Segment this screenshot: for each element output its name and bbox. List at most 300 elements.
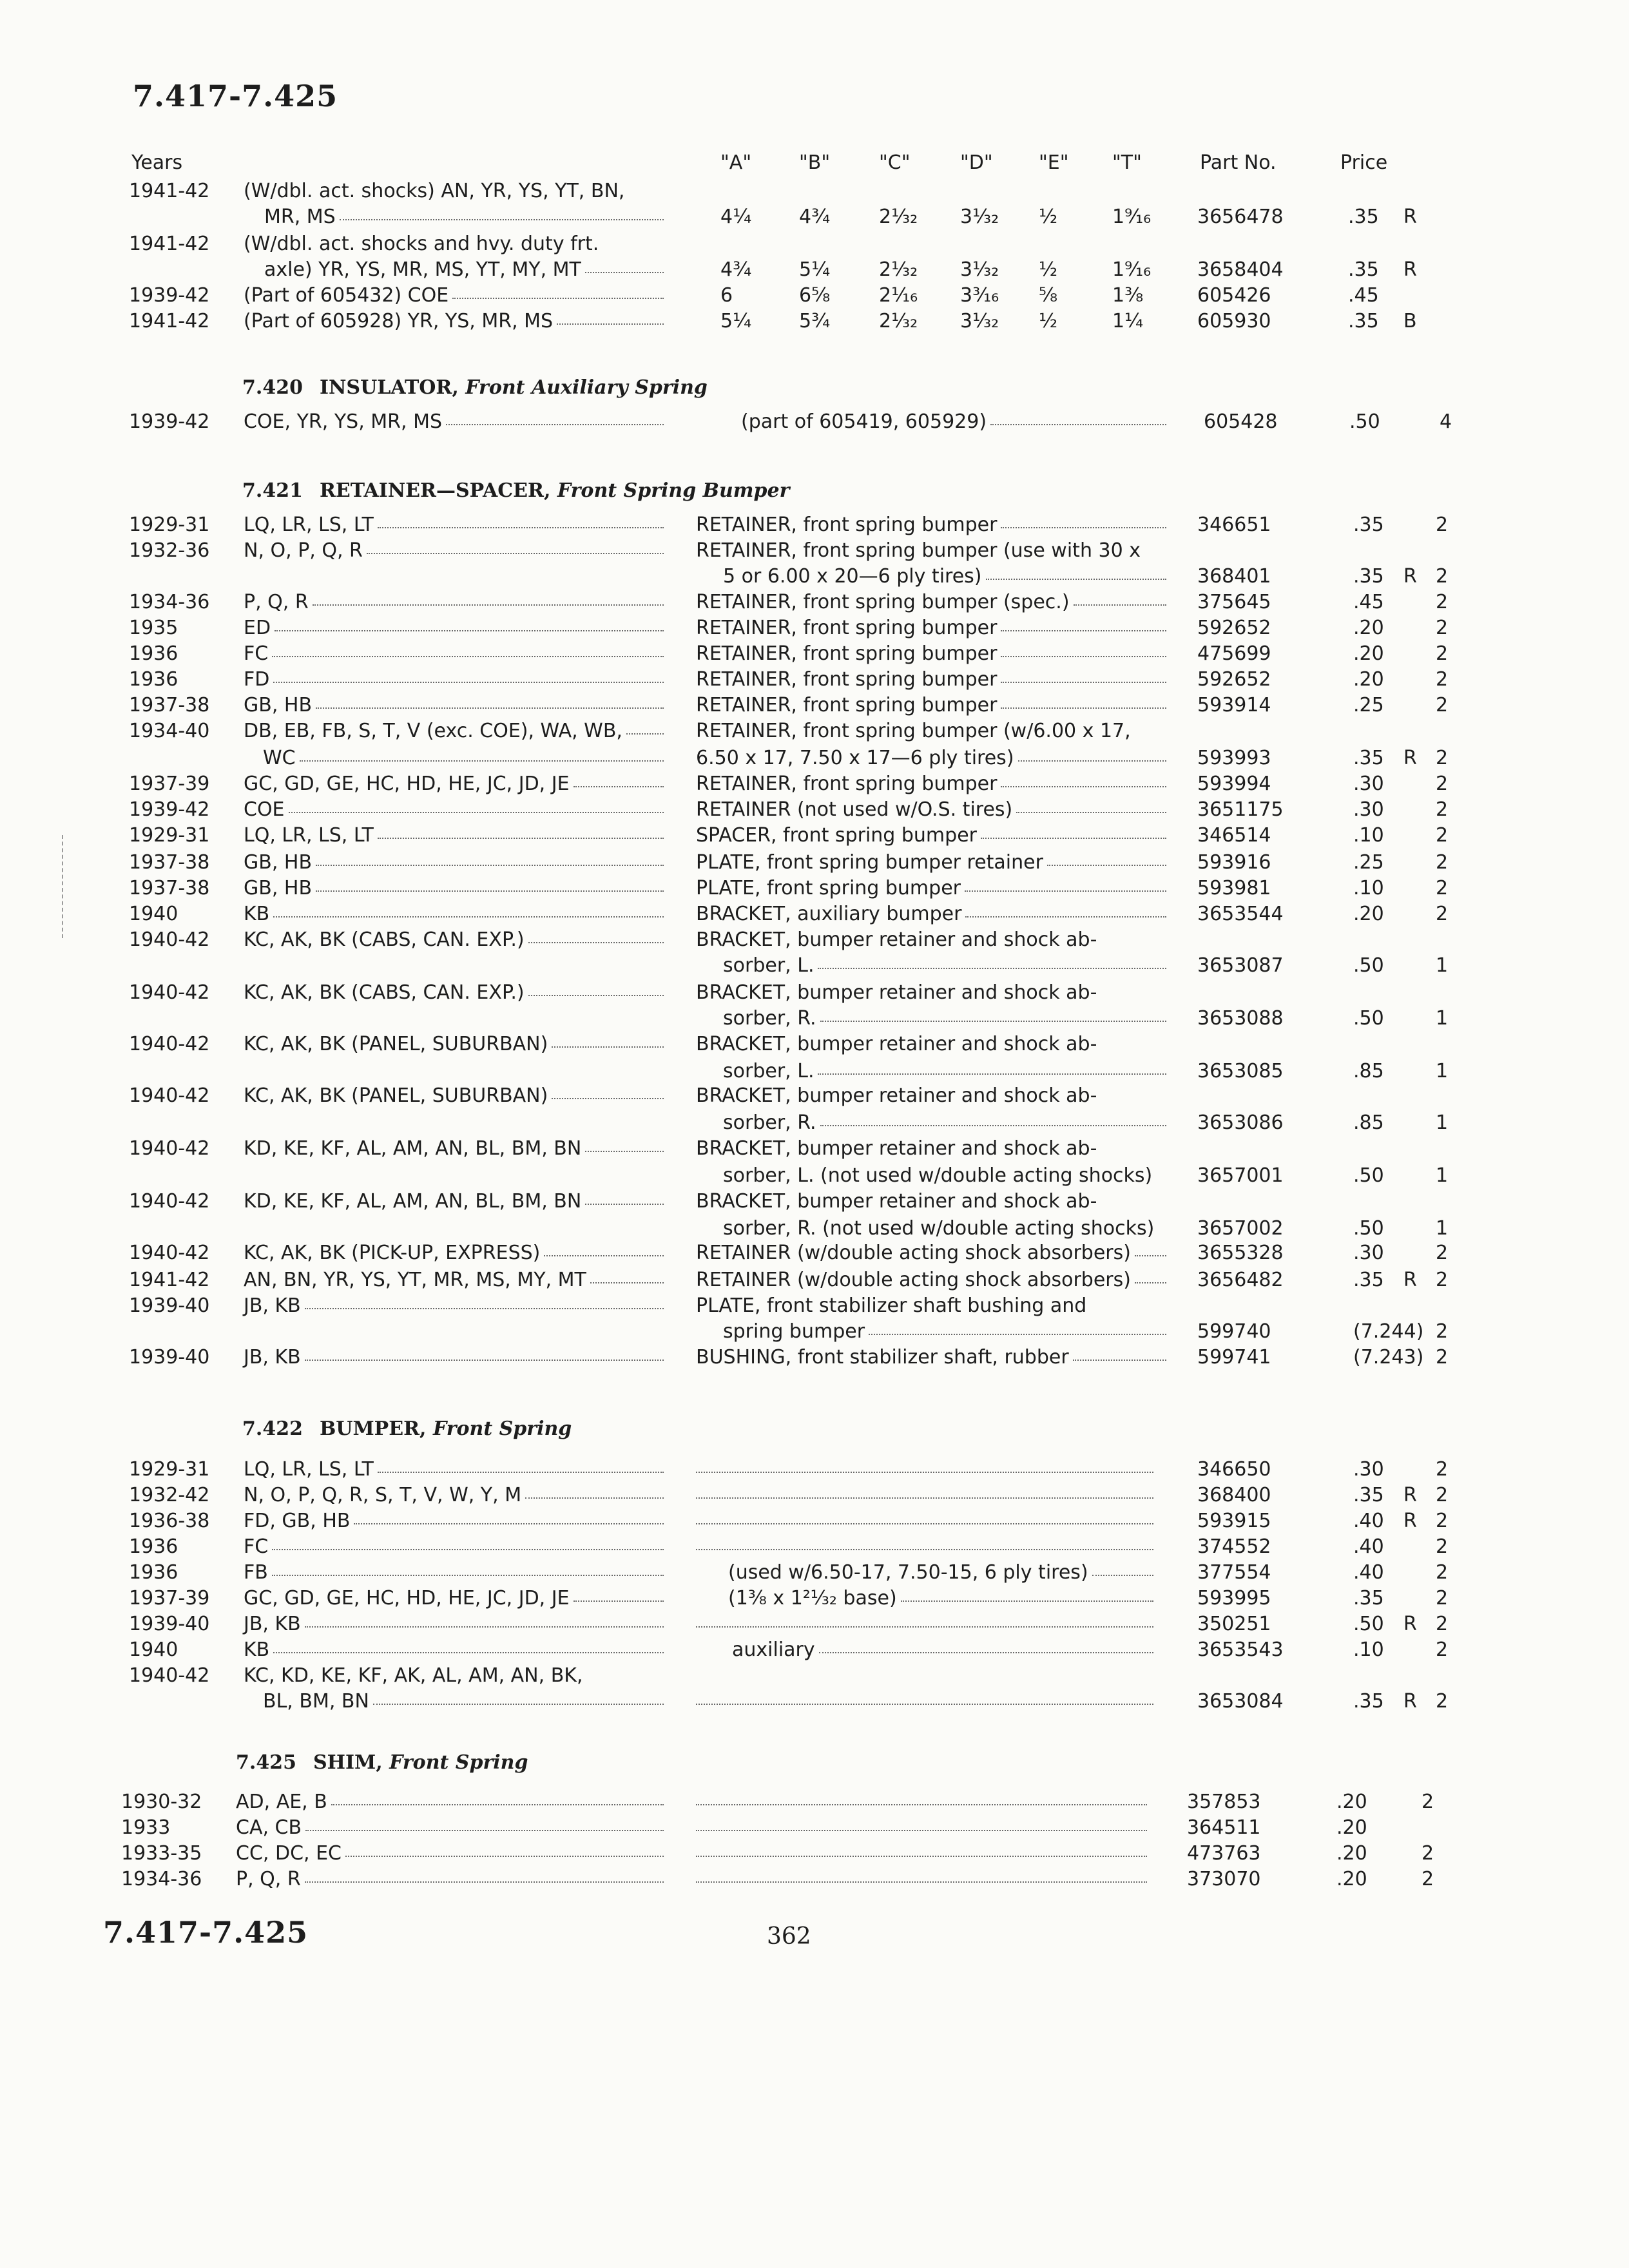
row-part-no: 3653088 [1197,1007,1284,1030]
table-row [0,1611,1629,1638]
row-description: RETAINER (w/double acting shock absorbers) [696,1269,1131,1291]
col-years-header: Years [131,151,183,174]
table-row [0,1240,1629,1267]
table-row [0,204,1629,231]
row-models: KD, KE, KF, AL, AM, AN, BL, BM, BN [244,1190,582,1213]
table-row [0,1005,1629,1032]
row-years: 1929-31 [129,1458,210,1481]
row-years: 1936 [129,1561,178,1584]
row-part-no: 373070 [1187,1868,1261,1890]
row-years: 1934-36 [129,591,210,613]
row-description: BRACKET, auxiliary bumper [696,903,962,925]
row-price: (7.243) [1353,1346,1424,1369]
row-models: (Part of 605432) COE [244,284,449,307]
section-subtitle: Front Spring Bumper [557,479,790,502]
dot-leader [378,838,664,839]
dot-leader [378,527,664,528]
row-part-no: 592652 [1197,617,1271,639]
dim-a: 4¾ [720,258,752,281]
dot-leader [316,890,664,892]
dot-leader [585,272,664,273]
col-b-header: "B" [799,151,831,174]
section-number: 7.420 [242,376,303,399]
row-years: 1933-35 [121,1842,202,1865]
row-flag: R [1403,1613,1417,1635]
row-description: BRACKET, bumper retainer and shock ab- [696,1137,1097,1160]
dot-leader [1001,527,1166,528]
row-price: .35 [1353,1587,1384,1610]
row-qty: 2 [1436,1484,1449,1506]
row-models: (W/dbl. act. shocks) AN, YR, YS, YT, BN, [244,180,625,202]
dot-leader [696,1704,1153,1705]
dot-leader [378,1472,664,1473]
table-row [0,308,1629,335]
dot-leader [528,942,664,943]
section-number: 7.421 [242,479,303,502]
dot-leader [901,1600,1153,1602]
dot-leader [696,1804,1147,1805]
row-part-no: 593915 [1197,1510,1271,1532]
dot-leader [305,1308,664,1309]
row-qty: 2 [1436,617,1449,639]
row-qty: 2 [1436,1639,1449,1661]
dim-b: 4¾ [799,206,831,228]
row-qty: 1 [1436,1007,1449,1030]
row-part-no: 3653544 [1197,903,1284,925]
table-row [0,1508,1629,1535]
section-title [242,1418,572,1440]
row-qty: 4 [1440,410,1452,433]
row-years: 1940 [129,903,178,925]
row-models: DB, EB, FB, S, T, V (exc. COE), WA, WB, [244,720,622,742]
row-part-no: 599740 [1197,1320,1271,1343]
table-row [0,512,1629,539]
row-price: .50 [1353,954,1384,977]
section-title [242,479,789,502]
dim-d: 3³⁄₁₆ [960,284,999,307]
row-models: COE, YR, YS, MR, MS [244,410,442,433]
table-row [0,796,1629,823]
dot-leader [305,1360,664,1361]
section-name: SHIM, [313,1751,383,1774]
section-subtitle: Front Auxiliary Spring [465,376,708,399]
row-description: BRACKET, bumper retainer and shock ab- [696,1190,1097,1213]
row-description: sorber, R. (not used w/double acting shocks) [723,1217,1155,1240]
row-qty: 1 [1436,1111,1449,1134]
row-part-no: 3653085 [1197,1060,1284,1082]
dot-leader [1073,1360,1166,1361]
row-qty: 2 [1436,591,1449,613]
dot-leader [446,424,664,425]
row-years: 1937-38 [129,851,210,874]
dot-leader [1001,630,1166,631]
row-qty: 1 [1436,954,1449,977]
row-part-no: 3657002 [1197,1217,1284,1240]
col-d-header: "D" [960,151,993,174]
dim-t: 1⁹⁄₁₆ [1112,258,1152,281]
row-models: FD, GB, HB [244,1510,351,1532]
dim-d: 3¹⁄₃₂ [960,310,999,332]
row-qty: 2 [1436,1690,1449,1713]
row-part-no: 368400 [1197,1484,1271,1506]
dot-leader [696,1881,1147,1883]
row-price: .85 [1353,1111,1384,1134]
row-qty: 1 [1436,1060,1449,1082]
row-price: .35 [1353,565,1384,588]
row-part-no: 3657001 [1197,1164,1284,1187]
dot-leader [544,1255,664,1256]
row-models: MR, MS [264,206,336,228]
row-description: PLATE, front spring bumper [696,877,961,899]
table-row [0,822,1629,849]
row-years: 1929-31 [129,514,210,536]
row-part-no: 593916 [1197,851,1271,874]
row-models: LQ, LR, LS, LT [244,514,374,536]
row-description: RETAINER, front spring bumper [696,617,998,639]
col-a-header: "A" [720,151,752,174]
table-row [0,563,1629,590]
table-row [0,615,1629,642]
row-price: .20 [1336,1842,1367,1865]
table-row [0,1318,1629,1345]
row-price: .20 [1353,903,1384,925]
dot-leader [289,812,664,813]
table-row [0,1344,1629,1371]
dot-leader [272,1575,664,1576]
row-flag: R [1403,1269,1417,1291]
col-price-header: Price [1340,151,1388,174]
row-qty: 2 [1436,1561,1449,1584]
row-part-no: 593914 [1197,694,1271,716]
row-description: (part of 605419, 605929) [741,410,987,433]
row-qty: 2 [1436,642,1449,665]
row-years: 1930-32 [121,1791,202,1813]
row-price: .35 [1348,206,1379,228]
row-years: 1940-42 [129,1242,210,1264]
table-row [0,1637,1629,1664]
dim-b: 5¼ [799,258,831,281]
row-description: PLATE, front stabilizer shaft bushing and [696,1294,1087,1317]
row-models: KC, AK, BK (PANEL, SUBURBAN) [244,1033,548,1055]
row-description: BRACKET, bumper retainer and shock ab- [696,1084,1097,1107]
table-row [0,952,1629,979]
dot-leader [696,1549,1153,1550]
row-models: KC, AK, BK (CABS, CAN. EXP.) [244,981,525,1004]
dot-leader [1092,1575,1153,1576]
dot-leader [986,579,1166,580]
table-row [0,231,1629,258]
row-price: .10 [1353,824,1384,847]
row-flag: R [1403,258,1417,281]
row-description: RETAINER (not used w/O.S. tires) [696,798,1013,821]
row-models: WC [263,747,296,769]
row-models: FB [244,1561,268,1584]
row-years: 1940-42 [129,1664,210,1687]
dot-leader [1074,604,1166,606]
row-description: RETAINER, front spring bumper [696,773,998,795]
row-price: .35 [1353,1484,1384,1506]
row-price: .50 [1353,1164,1384,1187]
row-price: .10 [1353,877,1384,899]
row-description: (used w/6.50-17, 7.50-15, 6 ply tires) [728,1561,1088,1584]
table-row [0,901,1629,928]
row-description: RETAINER, front spring bumper (use with 30 x [696,539,1141,562]
row-part-no: 605930 [1197,310,1271,332]
row-description: (1⅜ x 1²¹⁄₃₂ base) [728,1587,897,1610]
dot-leader [965,916,1166,918]
row-years: 1940-42 [129,928,210,951]
page-number: 362 [767,1923,811,1950]
row-qty: 2 [1436,1510,1449,1532]
row-price: .45 [1348,284,1379,307]
dot-leader [1135,1282,1166,1283]
row-part-no: 593994 [1197,773,1271,795]
section-number: 7.425 [236,1751,296,1774]
row-models: axle) YR, YS, MR, MS, YT, MY, MT [264,258,581,281]
row-part-no: 377554 [1197,1561,1271,1584]
row-models: GB, HB [244,877,313,899]
row-years: 1936 [129,668,178,691]
row-years: 1936 [129,1535,178,1558]
row-price: .35 [1353,514,1384,536]
section-title [242,376,708,399]
row-models: LQ, LR, LS, LT [244,824,374,847]
row-price: .25 [1353,851,1384,874]
row-qty: 2 [1436,851,1449,874]
row-part-no: 375645 [1197,591,1271,613]
row-years: 1937-39 [129,1587,210,1610]
table-row [0,1215,1629,1242]
table-row [0,745,1629,772]
row-models: P, Q, R [244,591,309,613]
row-flag: B [1403,310,1417,332]
dot-leader [528,995,664,996]
row-part-no: 3653084 [1197,1690,1284,1713]
row-description: sorber, L. [723,954,815,977]
dim-a: 5¼ [720,310,752,332]
section-subtitle: Front Spring [432,1418,572,1440]
row-models: COE [244,798,285,821]
row-models: N, O, P, Q, R [244,539,363,562]
dot-leader [590,1282,664,1283]
dot-leader [305,1626,664,1628]
row-description: RETAINER, front spring bumper (spec.) [696,591,1070,613]
row-qty: 2 [1436,773,1449,795]
table-row [0,718,1629,745]
table-row [0,1162,1629,1189]
row-qty: 2 [1436,747,1449,769]
row-models: JB, KB [244,1613,301,1635]
dot-leader [525,1497,664,1499]
table-row [0,1456,1629,1483]
row-qty: 2 [1436,1269,1449,1291]
row-part-no: 473763 [1187,1842,1261,1865]
row-years: 1933 [121,1816,171,1839]
row-years: 1940-42 [129,1084,210,1107]
dot-leader [552,1098,664,1099]
dot-leader [300,760,664,762]
dot-leader [373,1704,664,1705]
row-part-no: 593995 [1197,1587,1271,1610]
row-price: .25 [1353,694,1384,716]
row-price: .35 [1353,747,1384,769]
row-description: BRACKET, bumper retainer and shock ab- [696,1033,1097,1055]
row-models: KD, KE, KF, AL, AM, AN, BL, BM, BN [244,1137,582,1160]
row-description: sorber, R. [723,1111,816,1134]
row-price: .50 [1349,410,1380,433]
row-flag: R [1403,565,1417,588]
dot-leader [340,219,664,220]
row-models: GC, GD, GE, HC, HD, HE, JC, JD, JE [244,1587,570,1610]
dot-leader [316,707,664,709]
dot-leader [272,1549,664,1550]
row-part-no: 364511 [1187,1816,1261,1839]
table-row [0,1688,1629,1715]
row-part-no: 350251 [1197,1613,1271,1635]
row-price: .20 [1353,617,1384,639]
table-row [0,1267,1629,1294]
row-description: sorber, L. (not used w/double acting shocks) [723,1164,1153,1187]
row-models: JB, KB [244,1294,301,1317]
row-qty: 2 [1436,903,1449,925]
row-qty: 2 [1422,1868,1434,1890]
dim-d: 3¹⁄₃₂ [960,258,999,281]
row-years: 1934-40 [129,720,210,742]
table-row [0,1814,1629,1841]
row-part-no: 3655328 [1197,1242,1284,1264]
row-models: KC, KD, KE, KF, AK, AL, AM, AN, BK, [244,1664,583,1687]
row-part-no: 592652 [1197,668,1271,691]
row-years: 1939-42 [129,284,210,307]
row-price: .20 [1353,642,1384,665]
dot-leader [990,424,1166,425]
dot-leader [273,916,664,918]
row-part-no: 599741 [1197,1346,1271,1369]
row-qty: 2 [1436,1587,1449,1610]
row-price: .45 [1353,591,1384,613]
table-row [0,927,1629,954]
row-qty: 2 [1436,1613,1449,1635]
row-models: AD, AE, B [236,1791,327,1813]
row-models: KC, AK, BK (CABS, CAN. EXP.) [244,928,525,951]
table-row [0,1082,1629,1110]
dot-leader [1001,656,1166,657]
row-years: 1939-42 [129,798,210,821]
dot-leader [696,1626,1153,1628]
row-years: 1940-42 [129,1190,210,1213]
dot-leader [557,323,664,325]
row-part-no: 357853 [1187,1791,1261,1813]
dot-leader [331,1804,664,1805]
col-c-header: "C" [879,151,911,174]
row-qty: 2 [1436,877,1449,899]
row-models: GB, HB [244,851,313,874]
row-models: FC [244,642,269,665]
dot-leader [275,630,664,631]
row-price: .50 [1353,1007,1384,1030]
row-price: .35 [1348,258,1379,281]
table-row [0,1482,1629,1509]
row-years: 1940-42 [129,1137,210,1160]
row-qty: 2 [1436,514,1449,536]
row-years: 1932-42 [129,1484,210,1506]
column-header-row [0,149,1629,177]
row-description: sorber, R. [723,1007,816,1030]
table-row [0,1840,1629,1867]
row-years: 1939-40 [129,1613,210,1635]
table-row [0,1031,1629,1058]
row-description: RETAINER, front spring bumper [696,642,998,665]
table-row [0,1866,1629,1893]
margin-marks [62,835,66,938]
dim-e: ½ [1039,258,1058,281]
dim-a: 4¼ [720,206,752,228]
table-row [0,537,1629,564]
row-qty: 2 [1422,1842,1434,1865]
row-models: ED [244,617,271,639]
row-models: FC [244,1535,269,1558]
row-qty: 2 [1436,1458,1449,1481]
row-years: 1937-39 [129,773,210,795]
row-description: BRACKET, bumper retainer and shock ab- [696,928,1097,951]
row-models: KC, AK, BK (PANEL, SUBURBAN) [244,1084,548,1107]
table-row [0,692,1629,719]
row-part-no: 3653087 [1197,954,1284,977]
row-description: RETAINER, front spring bumper [696,694,998,716]
row-price: .10 [1353,1639,1384,1661]
row-models: FD [244,668,270,691]
row-years: 1932-36 [129,539,210,562]
dot-leader [313,604,664,606]
row-description: RETAINER, front spring bumper [696,668,998,691]
table-row [0,849,1629,876]
row-years: 1935 [129,617,178,639]
row-years: 1929-31 [129,824,210,847]
row-part-no: 593993 [1197,747,1271,769]
row-part-no: 3651175 [1197,798,1284,821]
row-part-no: 3653086 [1197,1111,1284,1134]
row-price: .40 [1353,1510,1384,1532]
dim-e: ½ [1039,206,1058,228]
row-qty: 2 [1436,668,1449,691]
row-qty: 2 [1436,565,1449,588]
dim-t: 1¼ [1112,310,1144,332]
row-description: 6.50 x 17, 7.50 x 17—6 ply tires) [696,747,1014,769]
dot-leader [869,1334,1166,1335]
row-models: BL, BM, BN [263,1690,369,1713]
dot-leader [626,733,664,735]
table-row [0,282,1629,309]
row-description: spring bumper [723,1320,865,1343]
table-row [0,640,1629,668]
dot-leader [1016,812,1166,813]
row-price: .30 [1353,1458,1384,1481]
row-price: .30 [1353,798,1384,821]
dot-leader [354,1523,664,1524]
dot-leader [696,1523,1153,1524]
section-title [236,1751,528,1774]
dim-e: ½ [1039,310,1058,332]
dot-leader [696,1856,1147,1857]
dot-leader [818,1073,1166,1075]
row-description: RETAINER, front spring bumper [696,514,998,536]
row-models: N, O, P, Q, R, S, T, V, W, Y, M [244,1484,522,1506]
row-price: .40 [1353,1535,1384,1558]
dot-leader [1001,707,1166,709]
row-models: KB [244,1639,270,1661]
row-years: 1940 [129,1639,178,1661]
dot-leader [316,865,664,866]
